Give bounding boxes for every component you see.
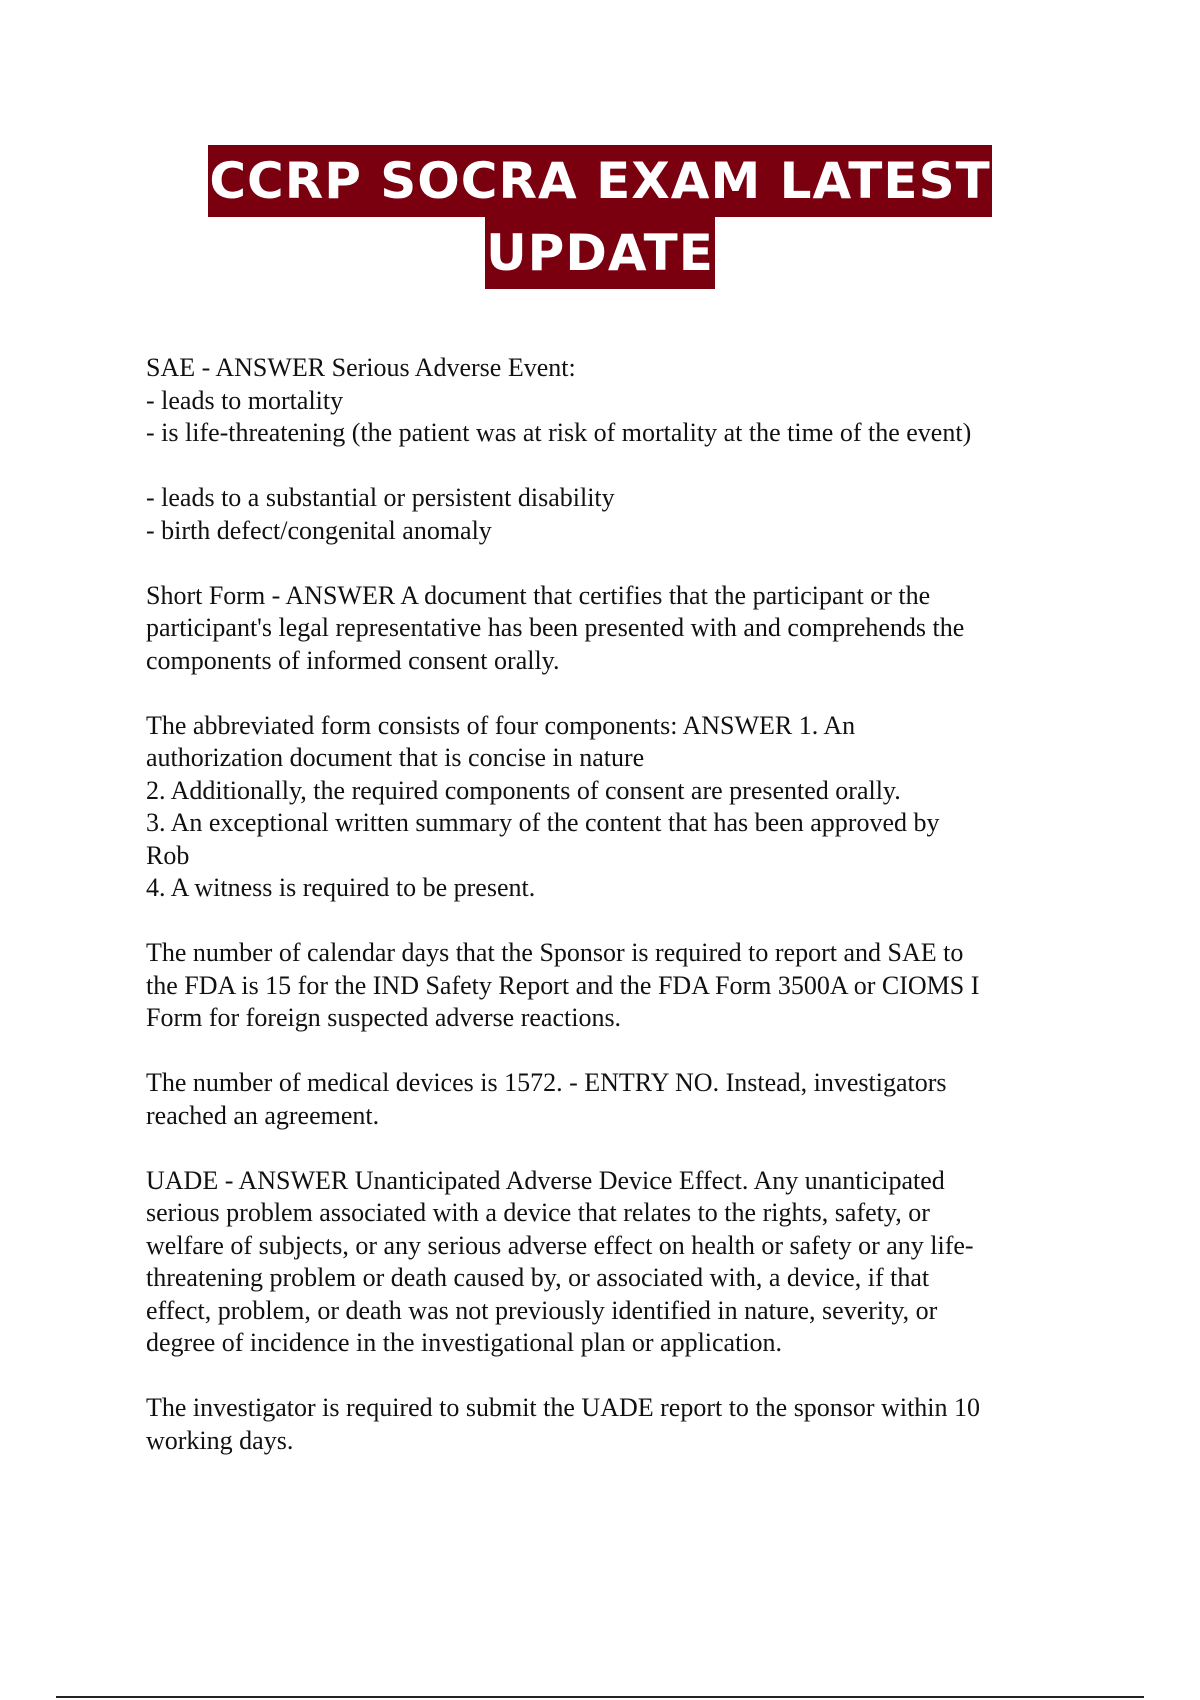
text-line: the FDA is 15 for the IND Safety Report and the FDA Form 3500A or CIOMS I — [146, 970, 980, 1000]
text-line: - leads to mortality — [146, 385, 344, 415]
paragraph-sae-continued — [146, 482, 1066, 547]
paragraph-uade-report — [146, 1392, 1066, 1457]
text-line: working days. — [146, 1425, 294, 1455]
text-line: reached an agreement. — [146, 1100, 380, 1130]
text-line: participant's legal representative has been presented with and comprehends the — [146, 613, 965, 642]
text-line: - is life-threatening (the patient was at risk of mortality at the time of the event) — [146, 418, 972, 447]
text-line: welfare of subjects, or any serious adverse effect on health or safety or any life- — [146, 1230, 974, 1260]
text-line: effect, problem, or death was not previously identified in nature, severity, or — [146, 1295, 938, 1325]
paragraph-sae — [146, 352, 1066, 450]
text-line: Short Form - ANSWER A document that certifies that the participant or the — [146, 580, 931, 610]
text-line: threatening problem or death caused by, or associated with, a device, if that — [146, 1263, 930, 1292]
text-line: serious problem associated with a device that relates to the rights, safety, or — [146, 1198, 930, 1227]
text-line: - birth defect/congenital anomaly — [146, 515, 492, 545]
text-line: Form for foreign suspected adverse reactions. — [146, 1003, 622, 1032]
text-line: UADE - ANSWER Unanticipated Adverse Device Effect. Any unanticipated — [146, 1165, 945, 1195]
text-line: The number of medical devices is 1572. - ENTRY NO. Instead, investigators — [146, 1068, 947, 1097]
footer-divider — [56, 1696, 1144, 1698]
text-line: The number of calendar days that the Sponsor is required to report and SAE to — [146, 938, 964, 967]
text-line: 2. Additionally, the required components of consent are presented orally. — [146, 775, 901, 805]
paragraph-uade — [146, 1165, 1066, 1360]
text-line: authorization document that is concise in nature — [146, 743, 645, 772]
text-line: components of informed consent orally. — [146, 645, 560, 675]
text-line: The abbreviated form consists of four components: ANSWER 1. An — [146, 710, 856, 740]
title-line-1: CCRP SOCRA EXAM LATEST — [208, 145, 991, 217]
text-line: Rob — [146, 840, 190, 870]
paragraph-calendar-days — [146, 937, 1066, 1035]
document-title — [0, 145, 1200, 289]
text-line: The investigator is required to submit the UADE report to the sponsor within 10 — [146, 1393, 981, 1422]
document-body — [146, 352, 1066, 1490]
text-line: 3. An exceptional written summary of the content that has been approved by — [146, 808, 940, 837]
paragraph-abbreviated-form — [146, 710, 1066, 905]
text-line: SAE - ANSWER Serious Adverse Event: — [146, 353, 576, 382]
paragraph-medical-devices — [146, 1067, 1066, 1132]
text-line: degree of incidence in the investigational plan or application. — [146, 1328, 783, 1357]
paragraph-short-form — [146, 580, 1066, 678]
text-line: - leads to a substantial or persistent disability — [146, 483, 615, 512]
text-line: 4. A witness is required to be present. — [146, 873, 536, 902]
title-line-2: UPDATE — [485, 217, 715, 289]
